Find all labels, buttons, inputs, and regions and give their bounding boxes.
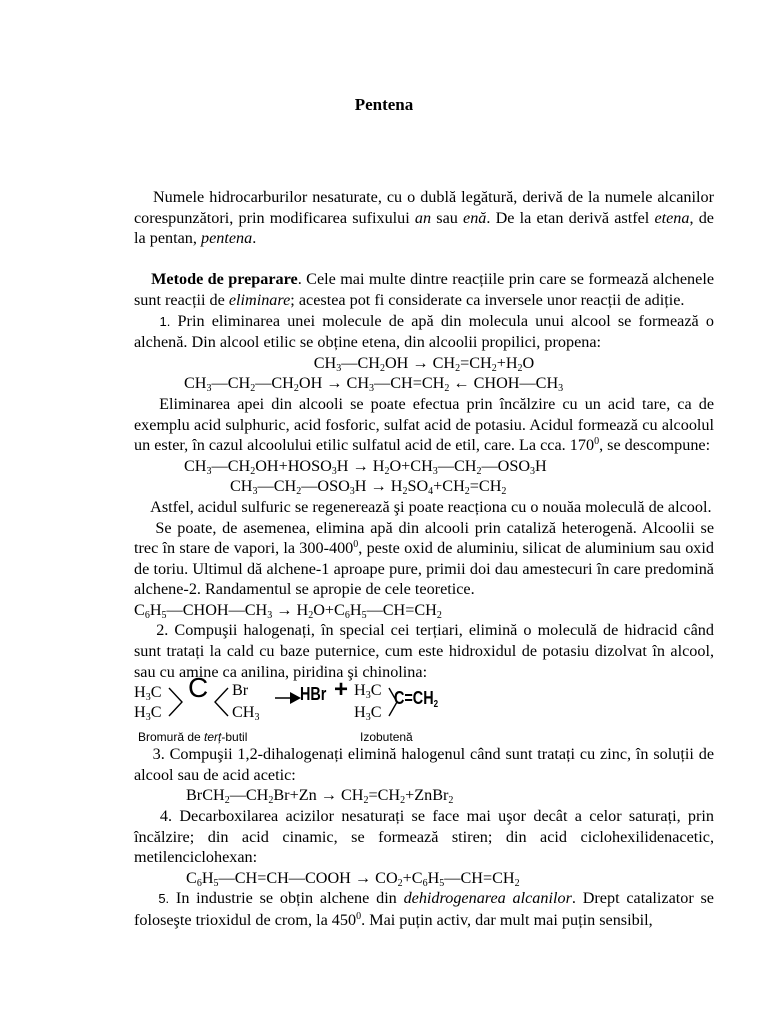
paragraph-acid-regeneration: Astfel, acidul sulfuric se regenerează şi poate reacționa cu o nouăa moleculă de alcool.: [150, 497, 712, 516]
reaction-arrow-icon: [274, 691, 302, 705]
structural-equation-isobutene: [134, 672, 714, 745]
equation-ethene: $CH_3—CH_2OH \to CH_2=CH_2+H_2O$: [313, 353, 535, 374]
document-body: [134, 187, 714, 931]
equation-ester-decomposition: $CH_3—CH_2—OSO_3H \to H_2SO_4+CH_2=CH_2$: [230, 477, 507, 498]
methyl-group-top-product: $H_3C$: [354, 681, 382, 702]
bond-bracket-left: [168, 685, 184, 719]
equation-dihalogen-zinc: $BrCH_2—CH_2Br+Zn$ → $CH_2=CH_2+ZnBr_2$: [186, 786, 454, 807]
paragraph-heterogeneous-catalysis: Se poate, de asemenea, elimina apă din alcooli prin cataliză heterogenă. Alcoolii se trec în stare de vapori, la $300-400^0$, peste oxid de aluminiu, silicat de aluminium sau oxid de toriu. Ultimul dă alchene-1 aproape pure, primii doi dau amestecuri în care predomină alchene-2. Randamentul se apropie de cele teoretice.: [134, 518, 714, 599]
methyl-group-top-left: $H_3C$: [134, 683, 162, 704]
paragraph-acid-elimination: Eliminarea apei din alcooli se poate efectua prin încălzire cu un acid tare, ca de exemplu acid sulphuric, acid fosforic, sulfat acid de potasiu. Acidul formează cu alcoolul un ester, în cazul alcoolului etilic sulfatul acid de etil, care. La cca. $170^0$, se descompune:: [134, 394, 714, 455]
hydrogen-bromide: HBr: [300, 684, 327, 705]
methyl-group-bottom-left: $H_3C$: [134, 703, 162, 724]
paragraph-methods: Metode de preparare. Cele mai multe dintre reacțiile prin care se formează alchenele sunt reacții de eliminare; acestea pot fi considerate ca inversele unor reacții de adiție.: [134, 270, 715, 309]
caption-isobutene: Izobutenă: [360, 730, 413, 745]
caption-tert-butyl-bromide: Bromură de terț-butil: [138, 730, 248, 745]
plus-sign: +: [334, 676, 349, 704]
central-carbon-atom: C: [188, 672, 209, 704]
isobutene-double-bond-group: $C=CH_2$: [394, 688, 439, 711]
paragraph-method-5: 5. In industrie se obțin alchene din dehidrogenarea alcanilor. Drept catalizator se foloseşte trioxidul de crom, la $450^0$. Mai puțin activ, dar mult mai puțin sensibil,: [134, 889, 714, 929]
paragraph-method-2: 2. Compuşii halogenați, în special cei terțiari, elimină o moleculă de hidracid când sunt tratați la cald cu baze puternice, cum este hidroxidul de potasiu dizolvat în alcool, sau cu amine ca anilina, piridina şi chinolina:: [134, 621, 714, 681]
paragraph-method-1: 1. Prin eliminarea unei molecule de apă din molecula unui alcool se formează o alchenă. Din alcool etilic se obține etena, din alcoolii propilici, propena:: [134, 311, 715, 352]
equation-propene: $CH_3—CH_2—CH_2OH$ → $CH_3—CH=CH_2$ ← $CHOH—CH_3$: [184, 374, 564, 395]
methyl-group-right: $CH_3$: [232, 703, 260, 724]
equation-ester-formation: $CH_3—CH_2OH+HOSO_3H$ → $H_2O+CH_3—CH_2—OSO_3H$: [184, 456, 547, 477]
methyl-group-bottom-product: $H_3C$: [354, 703, 382, 724]
paragraph-method-3: 3. Compuşii 1,2-dihalogenați elimină halogenul când sunt tratați cu zinc, în soluții de alcool sau de acid acetic:: [134, 745, 715, 784]
equation-decarboxylation: $C_6H_5—CH=CH—COOH$ → $CO_2+C_6H_5—CH=CH_2$: [186, 868, 520, 889]
equation-styrene-from-alcohol: $C_6H_5—CHOH—CH_3$ → $H_2O+C_6H_5—CH=CH_2$: [134, 600, 442, 621]
document-title: Pentena: [354, 95, 414, 114]
paragraph-method-4: 4. Decarboxilarea acizilor nesaturați se face mai uşor decât a celor saturați, prin încălzire; din acid cinamic, se formează stiren; din acid ciclohexilidenacetic, metilenciclohexan:: [134, 807, 715, 867]
bond-bracket-right: [214, 685, 230, 719]
bromine-atom: Br: [232, 681, 249, 700]
paragraph-intro: Numele hidrocarburilor nesaturate, cu o dublă legătură, derivă de la numele alcanilor corespunzători, prin modificarea sufixului an sau enă. De la etan derivă astfel etena, de la pentan, pentena.: [134, 188, 714, 248]
